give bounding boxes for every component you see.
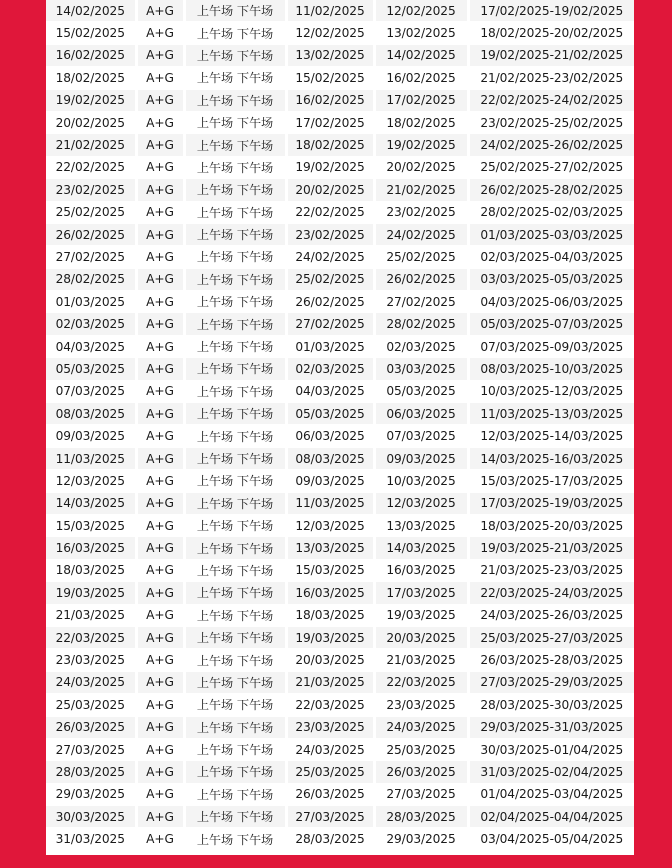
session-cell: 上午场 下午场 bbox=[184, 358, 286, 380]
session-cell: 上午场 下午场 bbox=[184, 111, 286, 133]
date-cell-a: 17/02/2025 bbox=[286, 111, 374, 133]
date-cell-b: 09/03/2025 bbox=[374, 447, 468, 469]
date-cell-b: 24/02/2025 bbox=[374, 223, 468, 245]
date-cell-a: 27/02/2025 bbox=[286, 313, 374, 335]
session-cell: 上午场 下午场 bbox=[184, 201, 286, 223]
table-row bbox=[46, 403, 634, 425]
table-row bbox=[46, 268, 634, 290]
table-row bbox=[46, 0, 634, 22]
category-cell: A+G bbox=[136, 470, 184, 492]
date-cell-a: 01/03/2025 bbox=[286, 335, 374, 357]
schedule-table-body bbox=[46, 0, 634, 850]
session-cell: 上午场 下午场 bbox=[184, 246, 286, 268]
date-range-cell: 17/03/2025-19/03/2025 bbox=[468, 492, 634, 514]
table-row bbox=[46, 626, 634, 648]
date-cell-a: 23/03/2025 bbox=[286, 716, 374, 738]
date-cell-b: 27/03/2025 bbox=[374, 783, 468, 805]
table-row bbox=[46, 425, 634, 447]
date-cell-a: 15/03/2025 bbox=[286, 559, 374, 581]
category-cell: A+G bbox=[136, 761, 184, 783]
session-cell: 上午场 下午场 bbox=[184, 447, 286, 469]
date-cell-b: 22/03/2025 bbox=[374, 671, 468, 693]
date-range-cell: 07/03/2025-09/03/2025 bbox=[468, 335, 634, 357]
date-cell-b: 21/02/2025 bbox=[374, 179, 468, 201]
date-range-cell: 31/03/2025-02/04/2025 bbox=[468, 761, 634, 783]
category-cell: A+G bbox=[136, 806, 184, 828]
session-cell: 上午场 下午场 bbox=[184, 559, 286, 581]
date-range-cell: 19/03/2025-21/03/2025 bbox=[468, 537, 634, 559]
schedule-table bbox=[46, 0, 634, 851]
date-cell-a: 19/02/2025 bbox=[286, 156, 374, 178]
session-cell: 上午场 下午场 bbox=[184, 716, 286, 738]
date-cell-b: 19/03/2025 bbox=[374, 604, 468, 626]
session-cell: 上午场 下午场 bbox=[184, 626, 286, 648]
category-cell: A+G bbox=[136, 514, 184, 536]
date-cell-a: 16/02/2025 bbox=[286, 89, 374, 111]
date-range-cell: 29/03/2025-31/03/2025 bbox=[468, 716, 634, 738]
session-cell: 上午场 下午场 bbox=[184, 604, 286, 626]
category-cell: A+G bbox=[136, 447, 184, 469]
date-range-cell: 19/02/2025-21/02/2025 bbox=[468, 44, 634, 66]
session-cell: 上午场 下午场 bbox=[184, 223, 286, 245]
date-cell: 01/03/2025 bbox=[46, 291, 136, 313]
session-cell: 上午场 下午场 bbox=[184, 134, 286, 156]
table-row bbox=[46, 89, 634, 111]
category-cell: A+G bbox=[136, 179, 184, 201]
date-cell: 28/02/2025 bbox=[46, 268, 136, 290]
category-cell: A+G bbox=[136, 156, 184, 178]
date-cell: 15/03/2025 bbox=[46, 514, 136, 536]
category-cell: A+G bbox=[136, 582, 184, 604]
date-cell: 16/03/2025 bbox=[46, 537, 136, 559]
date-cell-a: 12/02/2025 bbox=[286, 22, 374, 44]
category-cell: A+G bbox=[136, 425, 184, 447]
category-cell: A+G bbox=[136, 649, 184, 671]
category-cell: A+G bbox=[136, 492, 184, 514]
table-row bbox=[46, 716, 634, 738]
session-cell: 上午场 下午场 bbox=[184, 537, 286, 559]
date-cell-b: 20/03/2025 bbox=[374, 626, 468, 648]
table-row bbox=[46, 470, 634, 492]
date-cell-b: 27/02/2025 bbox=[374, 291, 468, 313]
date-cell-b: 13/02/2025 bbox=[374, 22, 468, 44]
date-cell-a: 05/03/2025 bbox=[286, 403, 374, 425]
date-cell-b: 16/02/2025 bbox=[374, 67, 468, 89]
category-cell: A+G bbox=[136, 738, 184, 760]
category-cell: A+G bbox=[136, 111, 184, 133]
session-cell: 上午场 下午场 bbox=[184, 671, 286, 693]
session-cell: 上午场 下午场 bbox=[184, 425, 286, 447]
table-row bbox=[46, 828, 634, 850]
date-cell-b: 02/03/2025 bbox=[374, 335, 468, 357]
category-cell: A+G bbox=[136, 380, 184, 402]
date-cell: 25/03/2025 bbox=[46, 694, 136, 716]
table-row bbox=[46, 514, 634, 536]
session-cell: 上午场 下午场 bbox=[184, 806, 286, 828]
date-cell-b: 25/03/2025 bbox=[374, 738, 468, 760]
date-cell: 21/02/2025 bbox=[46, 134, 136, 156]
table-row bbox=[46, 22, 634, 44]
date-cell-a: 08/03/2025 bbox=[286, 447, 374, 469]
category-cell: A+G bbox=[136, 0, 184, 22]
category-cell: A+G bbox=[136, 291, 184, 313]
date-cell: 31/03/2025 bbox=[46, 828, 136, 850]
date-cell: 07/03/2025 bbox=[46, 380, 136, 402]
date-cell-a: 26/03/2025 bbox=[286, 783, 374, 805]
session-cell: 上午场 下午场 bbox=[184, 738, 286, 760]
session-cell: 上午场 下午场 bbox=[184, 67, 286, 89]
table-row bbox=[46, 761, 634, 783]
date-cell: 23/03/2025 bbox=[46, 649, 136, 671]
session-cell: 上午场 下午场 bbox=[184, 44, 286, 66]
date-cell: 11/03/2025 bbox=[46, 447, 136, 469]
date-range-cell: 23/02/2025-25/02/2025 bbox=[468, 111, 634, 133]
table-row bbox=[46, 111, 634, 133]
category-cell: A+G bbox=[136, 246, 184, 268]
table-row bbox=[46, 582, 634, 604]
date-range-cell: 10/03/2025-12/03/2025 bbox=[468, 380, 634, 402]
session-cell: 上午场 下午场 bbox=[184, 335, 286, 357]
date-cell-a: 13/03/2025 bbox=[286, 537, 374, 559]
category-cell: A+G bbox=[136, 67, 184, 89]
date-cell: 30/03/2025 bbox=[46, 806, 136, 828]
date-cell-b: 25/02/2025 bbox=[374, 246, 468, 268]
date-range-cell: 01/03/2025-03/03/2025 bbox=[468, 223, 634, 245]
date-range-cell: 21/02/2025-23/02/2025 bbox=[468, 67, 634, 89]
table-row bbox=[46, 358, 634, 380]
date-cell-a: 24/02/2025 bbox=[286, 246, 374, 268]
table-row bbox=[46, 380, 634, 402]
date-cell-b: 14/03/2025 bbox=[374, 537, 468, 559]
date-range-cell: 04/03/2025-06/03/2025 bbox=[468, 291, 634, 313]
session-cell: 上午场 下午场 bbox=[184, 313, 286, 335]
table-row bbox=[46, 201, 634, 223]
date-cell-a: 04/03/2025 bbox=[286, 380, 374, 402]
date-cell-a: 13/02/2025 bbox=[286, 44, 374, 66]
date-cell-b: 24/03/2025 bbox=[374, 716, 468, 738]
date-cell: 20/02/2025 bbox=[46, 111, 136, 133]
table-row bbox=[46, 313, 634, 335]
date-range-cell: 05/03/2025-07/03/2025 bbox=[468, 313, 634, 335]
session-cell: 上午场 下午场 bbox=[184, 179, 286, 201]
date-cell: 24/03/2025 bbox=[46, 671, 136, 693]
table-row bbox=[46, 649, 634, 671]
session-cell: 上午场 下午场 bbox=[184, 582, 286, 604]
category-cell: A+G bbox=[136, 335, 184, 357]
date-cell-a: 18/03/2025 bbox=[286, 604, 374, 626]
date-range-cell: 03/04/2025-05/04/2025 bbox=[468, 828, 634, 850]
category-cell: A+G bbox=[136, 783, 184, 805]
date-cell: 29/03/2025 bbox=[46, 783, 136, 805]
category-cell: A+G bbox=[136, 537, 184, 559]
table-row bbox=[46, 559, 634, 581]
category-cell: A+G bbox=[136, 89, 184, 111]
date-cell: 26/03/2025 bbox=[46, 716, 136, 738]
date-cell: 15/02/2025 bbox=[46, 22, 136, 44]
date-cell-a: 06/03/2025 bbox=[286, 425, 374, 447]
date-range-cell: 30/03/2025-01/04/2025 bbox=[468, 738, 634, 760]
session-cell: 上午场 下午场 bbox=[184, 22, 286, 44]
date-cell-a: 24/03/2025 bbox=[286, 738, 374, 760]
date-cell-b: 23/03/2025 bbox=[374, 694, 468, 716]
category-cell: A+G bbox=[136, 44, 184, 66]
date-cell-b: 03/03/2025 bbox=[374, 358, 468, 380]
session-cell: 上午场 下午场 bbox=[184, 268, 286, 290]
date-cell: 22/03/2025 bbox=[46, 626, 136, 648]
date-cell: 14/03/2025 bbox=[46, 492, 136, 514]
date-cell-b: 28/03/2025 bbox=[374, 806, 468, 828]
session-cell: 上午场 下午场 bbox=[184, 89, 286, 111]
table-row bbox=[46, 335, 634, 357]
date-cell-a: 11/03/2025 bbox=[286, 492, 374, 514]
date-cell-b: 13/03/2025 bbox=[374, 514, 468, 536]
date-cell: 26/02/2025 bbox=[46, 223, 136, 245]
table-row bbox=[46, 537, 634, 559]
date-cell-a: 22/03/2025 bbox=[286, 694, 374, 716]
category-cell: A+G bbox=[136, 559, 184, 581]
date-range-cell: 03/03/2025-05/03/2025 bbox=[468, 268, 634, 290]
date-cell-b: 26/03/2025 bbox=[374, 761, 468, 783]
date-cell-a: 22/02/2025 bbox=[286, 201, 374, 223]
date-cell-a: 11/02/2025 bbox=[286, 0, 374, 22]
session-cell: 上午场 下午场 bbox=[184, 694, 286, 716]
date-cell: 09/03/2025 bbox=[46, 425, 136, 447]
date-cell: 27/03/2025 bbox=[46, 738, 136, 760]
table-row bbox=[46, 492, 634, 514]
date-range-cell: 02/04/2025-04/04/2025 bbox=[468, 806, 634, 828]
date-cell: 23/02/2025 bbox=[46, 179, 136, 201]
date-cell-a: 16/03/2025 bbox=[286, 582, 374, 604]
date-cell: 04/03/2025 bbox=[46, 335, 136, 357]
category-cell: A+G bbox=[136, 22, 184, 44]
category-cell: A+G bbox=[136, 358, 184, 380]
date-cell: 25/02/2025 bbox=[46, 201, 136, 223]
date-range-cell: 21/03/2025-23/03/2025 bbox=[468, 559, 634, 581]
date-cell-b: 16/03/2025 bbox=[374, 559, 468, 581]
date-cell: 05/03/2025 bbox=[46, 358, 136, 380]
date-range-cell: 22/02/2025-24/02/2025 bbox=[468, 89, 634, 111]
date-range-cell: 01/04/2025-03/04/2025 bbox=[468, 783, 634, 805]
session-cell: 上午场 下午场 bbox=[184, 156, 286, 178]
category-cell: A+G bbox=[136, 313, 184, 335]
category-cell: A+G bbox=[136, 828, 184, 850]
date-cell-a: 20/02/2025 bbox=[286, 179, 374, 201]
session-cell: 上午场 下午场 bbox=[184, 649, 286, 671]
session-cell: 上午场 下午场 bbox=[184, 514, 286, 536]
date-range-cell: 02/03/2025-04/03/2025 bbox=[468, 246, 634, 268]
date-cell-a: 09/03/2025 bbox=[286, 470, 374, 492]
date-cell: 16/02/2025 bbox=[46, 44, 136, 66]
session-cell: 上午场 下午场 bbox=[184, 761, 286, 783]
category-cell: A+G bbox=[136, 223, 184, 245]
date-cell-b: 10/03/2025 bbox=[374, 470, 468, 492]
date-cell-b: 17/02/2025 bbox=[374, 89, 468, 111]
date-range-cell: 11/03/2025-13/03/2025 bbox=[468, 403, 634, 425]
date-cell-b: 18/02/2025 bbox=[374, 111, 468, 133]
date-range-cell: 24/02/2025-26/02/2025 bbox=[468, 134, 634, 156]
category-cell: A+G bbox=[136, 671, 184, 693]
date-cell-a: 25/02/2025 bbox=[286, 268, 374, 290]
category-cell: A+G bbox=[136, 403, 184, 425]
date-cell: 22/02/2025 bbox=[46, 156, 136, 178]
session-cell: 上午场 下午场 bbox=[184, 783, 286, 805]
date-cell-a: 27/03/2025 bbox=[286, 806, 374, 828]
table-row bbox=[46, 604, 634, 626]
session-cell: 上午场 下午场 bbox=[184, 291, 286, 313]
date-cell-b: 12/03/2025 bbox=[374, 492, 468, 514]
category-cell: A+G bbox=[136, 134, 184, 156]
session-cell: 上午场 下午场 bbox=[184, 0, 286, 22]
date-cell-b: 14/02/2025 bbox=[374, 44, 468, 66]
table-row bbox=[46, 738, 634, 760]
table-row bbox=[46, 246, 634, 268]
date-cell-a: 19/03/2025 bbox=[286, 626, 374, 648]
table-row bbox=[46, 783, 634, 805]
date-range-cell: 26/02/2025-28/02/2025 bbox=[468, 179, 634, 201]
date-cell-b: 23/02/2025 bbox=[374, 201, 468, 223]
date-cell-b: 12/02/2025 bbox=[374, 0, 468, 22]
date-cell-a: 12/03/2025 bbox=[286, 514, 374, 536]
date-range-cell: 12/03/2025-14/03/2025 bbox=[468, 425, 634, 447]
category-cell: A+G bbox=[136, 268, 184, 290]
date-range-cell: 26/03/2025-28/03/2025 bbox=[468, 649, 634, 671]
date-range-cell: 14/03/2025-16/03/2025 bbox=[468, 447, 634, 469]
date-cell-b: 29/03/2025 bbox=[374, 828, 468, 850]
date-cell-b: 26/02/2025 bbox=[374, 268, 468, 290]
date-cell-a: 25/03/2025 bbox=[286, 761, 374, 783]
category-cell: A+G bbox=[136, 201, 184, 223]
date-cell: 28/03/2025 bbox=[46, 761, 136, 783]
date-cell: 18/03/2025 bbox=[46, 559, 136, 581]
session-cell: 上午场 下午场 bbox=[184, 380, 286, 402]
date-cell-a: 26/02/2025 bbox=[286, 291, 374, 313]
date-range-cell: 22/03/2025-24/03/2025 bbox=[468, 582, 634, 604]
date-cell: 02/03/2025 bbox=[46, 313, 136, 335]
date-range-cell: 28/02/2025-02/03/2025 bbox=[468, 201, 634, 223]
schedule-sheet bbox=[46, 0, 634, 855]
date-cell-a: 21/03/2025 bbox=[286, 671, 374, 693]
date-cell-b: 05/03/2025 bbox=[374, 380, 468, 402]
category-cell: A+G bbox=[136, 604, 184, 626]
date-range-cell: 25/02/2025-27/02/2025 bbox=[468, 156, 634, 178]
date-cell-b: 19/02/2025 bbox=[374, 134, 468, 156]
date-range-cell: 25/03/2025-27/03/2025 bbox=[468, 626, 634, 648]
date-cell-b: 20/02/2025 bbox=[374, 156, 468, 178]
table-row bbox=[46, 156, 634, 178]
date-cell: 12/03/2025 bbox=[46, 470, 136, 492]
date-cell-a: 23/02/2025 bbox=[286, 223, 374, 245]
table-row bbox=[46, 67, 634, 89]
date-cell-a: 28/03/2025 bbox=[286, 828, 374, 850]
table-row bbox=[46, 694, 634, 716]
date-cell: 19/03/2025 bbox=[46, 582, 136, 604]
category-cell: A+G bbox=[136, 694, 184, 716]
date-range-cell: 18/02/2025-20/02/2025 bbox=[468, 22, 634, 44]
table-row bbox=[46, 134, 634, 156]
date-cell: 27/02/2025 bbox=[46, 246, 136, 268]
session-cell: 上午场 下午场 bbox=[184, 403, 286, 425]
category-cell: A+G bbox=[136, 626, 184, 648]
session-cell: 上午场 下午场 bbox=[184, 492, 286, 514]
table-row bbox=[46, 44, 634, 66]
date-cell: 18/02/2025 bbox=[46, 67, 136, 89]
table-row bbox=[46, 447, 634, 469]
table-row bbox=[46, 223, 634, 245]
date-cell-b: 17/03/2025 bbox=[374, 582, 468, 604]
date-cell: 14/02/2025 bbox=[46, 0, 136, 22]
session-cell: 上午场 下午场 bbox=[184, 828, 286, 850]
date-range-cell: 18/03/2025-20/03/2025 bbox=[468, 514, 634, 536]
table-row bbox=[46, 671, 634, 693]
session-cell: 上午场 下午场 bbox=[184, 470, 286, 492]
date-cell-a: 15/02/2025 bbox=[286, 67, 374, 89]
date-range-cell: 27/03/2025-29/03/2025 bbox=[468, 671, 634, 693]
date-cell-a: 20/03/2025 bbox=[286, 649, 374, 671]
table-row bbox=[46, 806, 634, 828]
table-row bbox=[46, 291, 634, 313]
date-cell-b: 07/03/2025 bbox=[374, 425, 468, 447]
date-cell: 19/02/2025 bbox=[46, 89, 136, 111]
date-cell-b: 21/03/2025 bbox=[374, 649, 468, 671]
date-range-cell: 15/03/2025-17/03/2025 bbox=[468, 470, 634, 492]
date-range-cell: 17/02/2025-19/02/2025 bbox=[468, 0, 634, 22]
date-range-cell: 08/03/2025-10/03/2025 bbox=[468, 358, 634, 380]
date-cell-a: 18/02/2025 bbox=[286, 134, 374, 156]
date-cell-b: 28/02/2025 bbox=[374, 313, 468, 335]
date-cell: 08/03/2025 bbox=[46, 403, 136, 425]
date-cell: 21/03/2025 bbox=[46, 604, 136, 626]
date-cell-b: 06/03/2025 bbox=[374, 403, 468, 425]
category-cell: A+G bbox=[136, 716, 184, 738]
date-range-cell: 28/03/2025-30/03/2025 bbox=[468, 694, 634, 716]
date-range-cell: 24/03/2025-26/03/2025 bbox=[468, 604, 634, 626]
date-cell-a: 02/03/2025 bbox=[286, 358, 374, 380]
table-row bbox=[46, 179, 634, 201]
